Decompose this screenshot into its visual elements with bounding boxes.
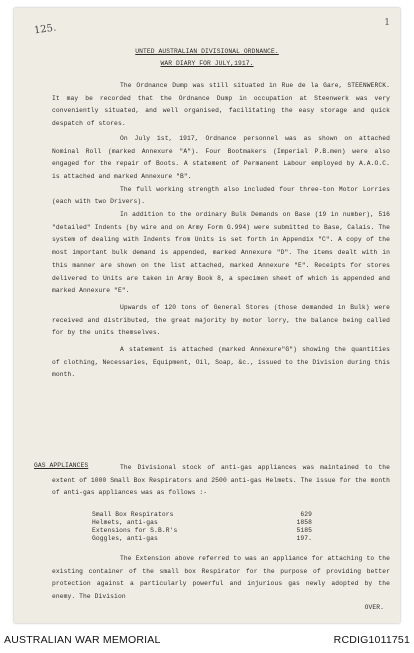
list-item: Helmets, anti-gas 1858 <box>92 519 312 526</box>
paragraph-clothing-statement: A statement is attached (marked Annexure"G") showing the quantities of clothing, Necessaries, Equipment, Oil, Soap, &c., issued to the Division during this month. <box>52 346 390 379</box>
catchword-over: OVER. <box>364 604 384 611</box>
archive-footer <box>0 630 414 653</box>
list-item: Extensions for S.B.R's 5185 <box>92 527 312 534</box>
document-subtitle: WAR DIARY FOR JULY,1917. <box>160 60 254 67</box>
page-number: 1 <box>384 18 390 28</box>
paragraph-general-stores: Upwards of 120 tons of General Stores (those demanded in Bulk) were received and distributed, the great majority by motor lorry, the balance being called for by the units themselves. <box>52 303 390 337</box>
document-title: UNTED AUSTRALIAN DIVISIONAL ORDNANCE. <box>135 48 279 55</box>
closing-text <box>52 553 390 604</box>
handwritten-folio: 125. <box>33 22 57 37</box>
footer-institution: AUSTRALIAN WAR MEMORIAL <box>4 634 161 646</box>
paragraph-indents: In addition to the ordinary Bulk Demands on Base (19 in number), 516 "detailed" Indents (by wire and on Army Form G.994) were submitted to Base, Calais. The system of dealing with Indents from Units is set forth in Appendix "C". A copy of the most important bulk demand is appended, marked Annexure "D". The items dealt with in this manner are shown on the list attached, marked Annexure "E". Receipts for stores delivered to Units are taken in Army Book 8, a specimen sheet of which is appended and marked Annexure "E". <box>52 211 390 295</box>
document-page <box>14 8 400 623</box>
paragraph-extension: The Extension above referred to was an appliance for attaching to the existing container of the small box Respirator for the purpose of providing better protection against a particularly powerful and injurious gas newly adopted by the enemy. The Division <box>52 555 390 601</box>
list-item: Small Box Respirators 629 <box>92 511 312 518</box>
gas-items-list <box>92 511 312 543</box>
paragraph-lorries: The full working strength also included four three-ton Motor Lorries (each with two Drivers). <box>52 185 390 206</box>
footer-record-id: RCDIG1011751 <box>333 634 410 646</box>
paragraph-gas-stock: The Divisional stock of anti-gas appliances was maintained to the extent of 1000 Small Box Respirators and 2500 anti-gas Helmets. The issue for the month of anti-gas appliances was as follows :- <box>52 464 390 497</box>
gas-appliances-heading: GAS APPLIANCES <box>34 462 89 469</box>
gas-appliances-text <box>52 462 390 500</box>
body-text <box>52 80 390 382</box>
list-item: Goggles, anti-gas 197. <box>92 535 312 542</box>
paragraph-ordnance-dump: The Ordnance Dump was still situated in Rue de la Gare, STEENWERCK. It may be recorded that the Ordnance Dump in occupation at Steenwerk was very conveniently situated, and well organised, facilitating the easy storage and quick despatch of stores. <box>52 82 390 128</box>
paragraph-personnel: On July 1st, 1917, Ordnance personnel was as shown on attached Nominal Roll (marked Annexure "A"). Four Bootmakers (Imperial P.B.men) were also engaged for the repair of Boots. A statement of Permanent Labour employed by A.A.O.C. is attached and marked Annexure "B". <box>52 134 390 180</box>
